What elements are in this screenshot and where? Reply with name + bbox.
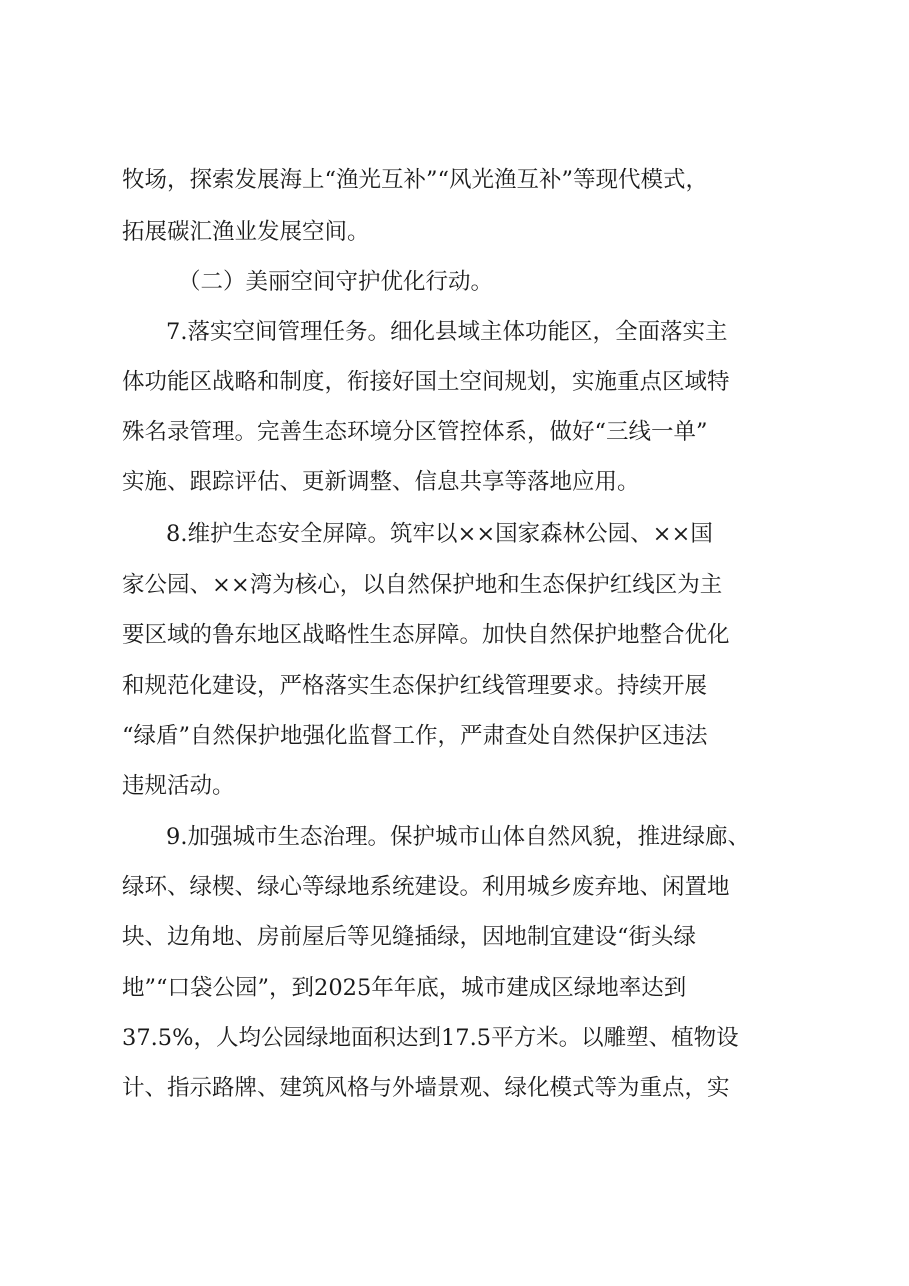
text-line: 违规活动。 [122,773,235,799]
text-line: 牧场，探索发展海上“渔光互补”“风光渔互补”等现代模式， [122,167,709,193]
text-line: 要区域的鲁东地区战略性生态屏障。加快自然保护地整合优化 [122,622,730,648]
text-line: 37.5%，人均公园绿地面积达到17.5平方米。以雕塑、植物设 [122,1025,739,1051]
text-line: 拓展碳汇渔业发展空间。 [122,219,370,245]
text-line: 绿环、绿楔、绿心等绿地系统建设。利用城乡废弃地、闲置地 [122,874,730,900]
text-line: 体功能区战略和制度，衔接好国土空间规划，实施重点区域特 [122,369,730,395]
paragraph-heading-line: 7.落实空间管理任务。细化县域主体功能区，全面落实主 [166,319,728,345]
text-line: 计、指示路牌、建筑风格与外墙景观、绿化模式等为重点，实 [122,1075,730,1101]
text-line: 家公园、××湾为核心，以自然保护地和生态保护红线区为主 [122,572,723,598]
section-heading: （二）美丽空间守护优化行动。 [178,269,494,295]
text-line: 地”“口袋公园”，到2025年年底，城市建成区绿地率达到 [122,975,687,1001]
text-line: 块、边角地、房前屋后等见缝插绿，因地制宜建设“街头绿 [122,924,697,950]
text-line: 殊名录管理。完善生态环境分区管控体系，做好“三线一单” [122,419,708,445]
paragraph-heading-line: 8.维护生态安全屏障。筑牢以××国家森林公园、××国 [166,521,713,547]
text-line: “绿盾”自然保护地强化监督工作，严肃查处自然保护区违法 [122,723,708,749]
text-line: 和规范化建设，严格落实生态保护红线管理要求。持续开展 [122,673,708,699]
paragraph-heading-line: 9.加强城市生态治理。保护城市山体自然风貌，推进绿廊、 [166,824,750,850]
text-line: 实施、跟踪评估、更新调整、信息共享等落地应用。 [122,469,640,495]
